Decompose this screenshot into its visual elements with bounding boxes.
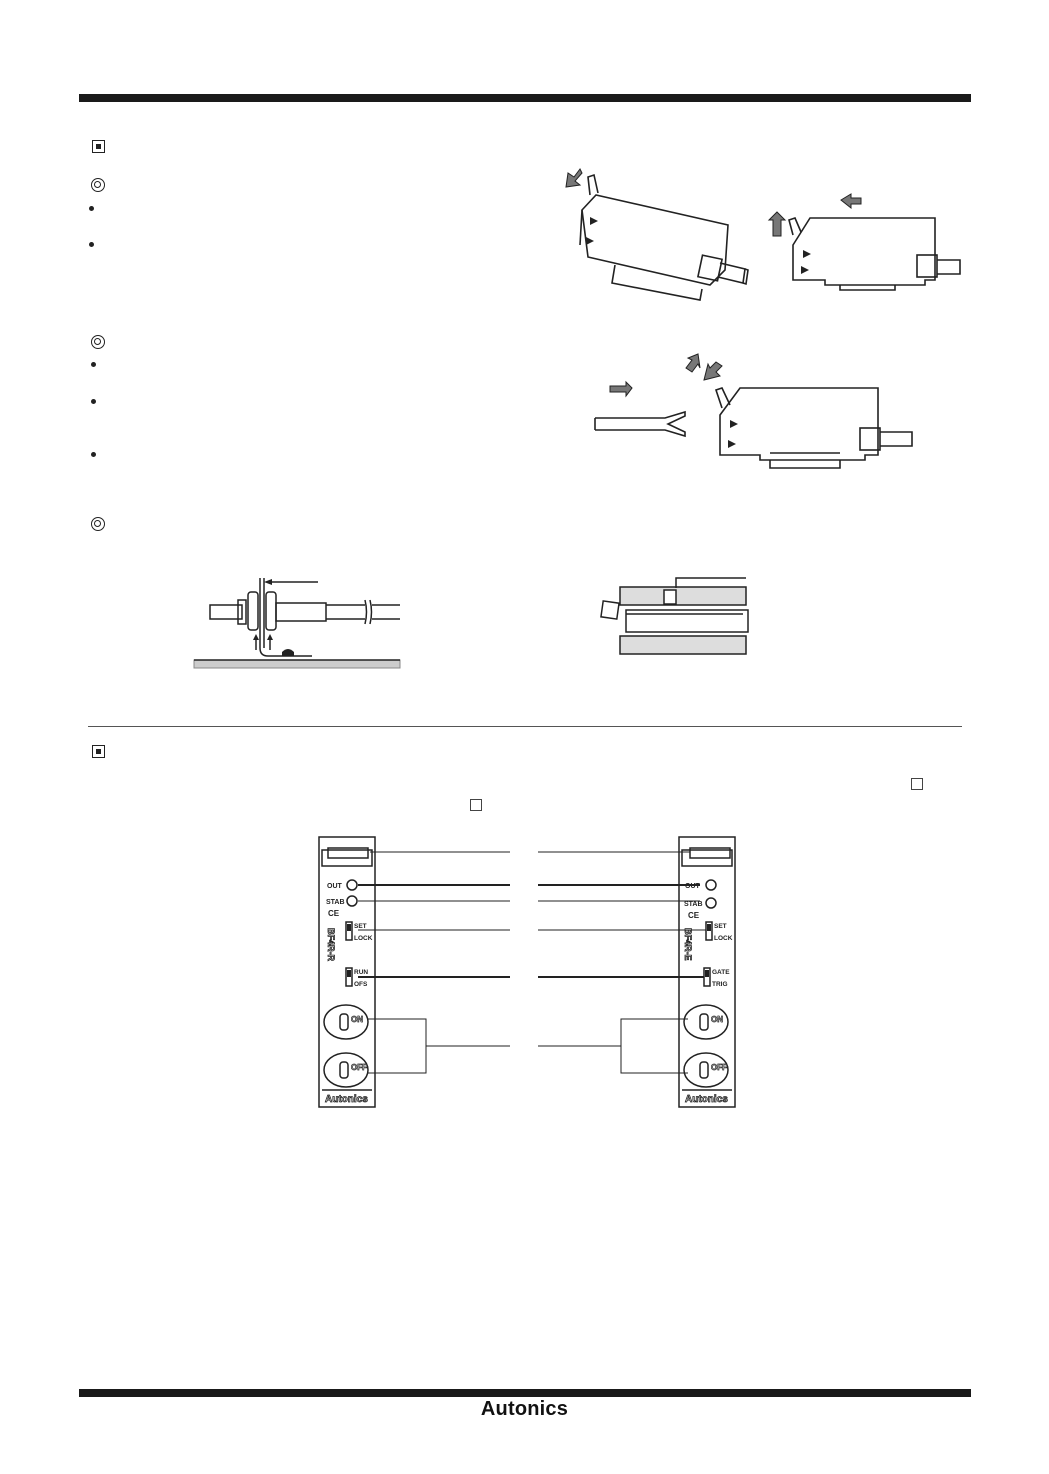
switch2-top-label: RUN xyxy=(354,969,369,976)
out-label: OUT xyxy=(327,883,342,890)
ce-mark: CE xyxy=(328,909,340,918)
switch1-top-label: SET xyxy=(714,923,727,930)
model-text: BF4R-E xyxy=(683,928,693,961)
switch1-top-label: SET xyxy=(354,923,367,930)
panel-brand: Autonics xyxy=(325,1094,368,1105)
switch2-bottom-label: OFS xyxy=(354,981,368,988)
switch1-bottom-label: LOCK xyxy=(354,935,373,942)
stab-label: STAB xyxy=(326,899,345,906)
switch2-bottom-label: TRIG xyxy=(712,981,728,988)
on-button-label: ON xyxy=(711,1015,723,1024)
switch2-top-label: GATE xyxy=(712,969,730,976)
panel-brand: Autonics xyxy=(685,1094,728,1105)
footer-logo: Autonics xyxy=(480,1398,569,1420)
out-label: OUT xyxy=(685,883,700,890)
model-text: BF4R-R xyxy=(326,928,336,961)
off-button-label: OFF xyxy=(711,1063,727,1072)
off-button-label: OFF xyxy=(351,1063,367,1072)
footer-rule xyxy=(79,1389,971,1397)
ce-mark: CE xyxy=(688,911,700,920)
stab-label: STAB xyxy=(684,901,703,908)
on-button-label: ON xyxy=(351,1015,363,1024)
switch1-bottom-label: LOCK xyxy=(714,935,733,942)
